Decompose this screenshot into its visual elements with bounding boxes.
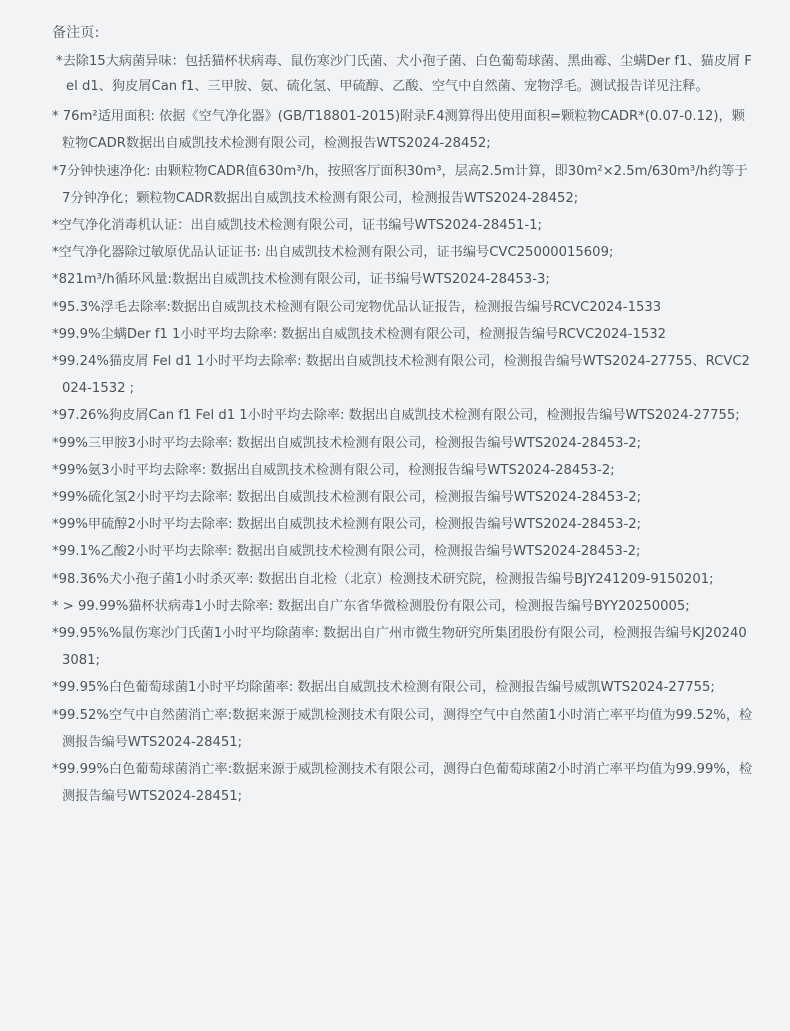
note-item: *99%三甲胺3小时平均去除率: 数据出自威凯技术检测有限公司，检测报告编号WTS2024-28453-2; xyxy=(52,435,642,451)
note-item: *空气净化器除过敏原优品认证证书: 出自威凯技术检测有限公司，证书编号CVC25000015609; xyxy=(52,245,614,261)
note-item: * > 99.99%猫杯状病毒1小时去除率: 数据出自广东省华微检测股份有限公司，检测报告编号BYY20250005; xyxy=(52,598,690,614)
note-item: *99.95%白色葡萄球菌1小时平均除菌率: 数据出自威凯技术检测有限公司，检测报告编号威凯WTS2024-27755; xyxy=(52,680,715,696)
note-item: *97.26%狗皮屑Can f1 Fel d1 1小时平均去除率: 数据出自威凯技术检测有限公司，检测报告编号WTS2024-27755; xyxy=(52,408,740,424)
note-item: *99.95%%鼠伤寒沙门氏菌1小时平均除菌率: 数据出自广州市微生物研究所集团股份有限公司，检测报告编号KJ202403081; xyxy=(52,626,747,669)
note-item: *7分钟快速净化: 由颗粒物CADR值630m³/h，按照客厅面积30m³，层高2.5m计算，即30m²×2.5m/630m³/h约等于7分钟净化；颗粒物CADR数据出自威凯技术检测有限公司，检测报告WTS2024-28452; xyxy=(52,163,748,206)
note-item: *99.24%猫皮屑 Fel d1 1小时平均去除率: 数据出自威凯技术检测有限公司，检测报告编号WTS2024-27755、RCVC2024-1532 ; xyxy=(52,354,750,397)
note-item: *821m³/h循环风量:数据出自威凯技术检测有限公司，证书编号WTS2024-28453-3; xyxy=(52,272,550,288)
note-item: *99.1%乙酸2小时平均去除率: 数据出自威凯技术检测有限公司，检测报告编号WTS2024-28453-2; xyxy=(52,544,641,560)
page-title: 备注页: xyxy=(52,25,100,41)
note-item: *99.9%尘螨Der f1 1小时平均去除率: 数据出自威凯技术检测有限公司，检测报告编号RCVC2024-1532 xyxy=(52,326,667,342)
note-item: *98.36%犬小孢子菌1小时杀灭率: 数据出自北检（北京）检测技术研究院，检测报告编号BJY241209-9150201; xyxy=(52,571,714,587)
note-item: *99%氨3小时平均去除率: 数据出自威凯技术检测有限公司，检测报告编号WTS2024-28453-2; xyxy=(52,462,615,478)
note-item: *99.52%空气中自然菌消亡率:数据来源于威凯检测技术有限公司，测得空气中自然菌1小时消亡率平均值为99.52%，检测报告编号WTS2024-28451; xyxy=(52,707,753,750)
note-item: *去除15大病菌异味：包括猫杯状病毒、鼠伤寒沙门氏菌、犬小孢子菌、白色葡萄球菌、黑曲霉、尘螨Der f1、猫皮屑 Fel d1、狗皮屑Can f1、三甲胺、氨、硫化氢、甲硫醇、乙酸、空气中自然菌、宠物浮毛。测试报告详见注释。 xyxy=(56,54,752,94)
note-item: *99%硫化氢2小时平均去除率: 数据出自威凯技术检测有限公司，检测报告编号WTS2024-28453-2; xyxy=(52,490,642,506)
note-item: *99.99%白色葡萄球菌消亡率:数据来源于威凯检测技术有限公司，测得白色葡萄球菌2小时消亡率平均值为99.99%，检测报告编号WTS2024-28451; xyxy=(52,762,753,805)
note-item: *99%甲硫醇2小时平均去除率: 数据出自威凯技术检测有限公司，检测报告编号WTS2024-28453-2; xyxy=(52,517,642,533)
note-item: *95.3%浮毛去除率:数据出自威凯技术检测有限公司宠物优品认证报告，检测报告编号RCVC2024-1533 xyxy=(52,299,662,315)
note-item: *空气净化消毒机认证：出自威凯技术检测有限公司，证书编号WTS2024-28451-1; xyxy=(52,218,542,233)
notes-list xyxy=(52,50,754,810)
note-item: * 76m²适用面积: 依据《空气净化器》(GB/T18801-2015)附录F.4测算得出使用面积=颗粒物CADR*(0.07-0.12)，颗粒物CADR数据出自威凯技术检测有限公司，检测报告WTS2024-28452; xyxy=(52,109,745,152)
